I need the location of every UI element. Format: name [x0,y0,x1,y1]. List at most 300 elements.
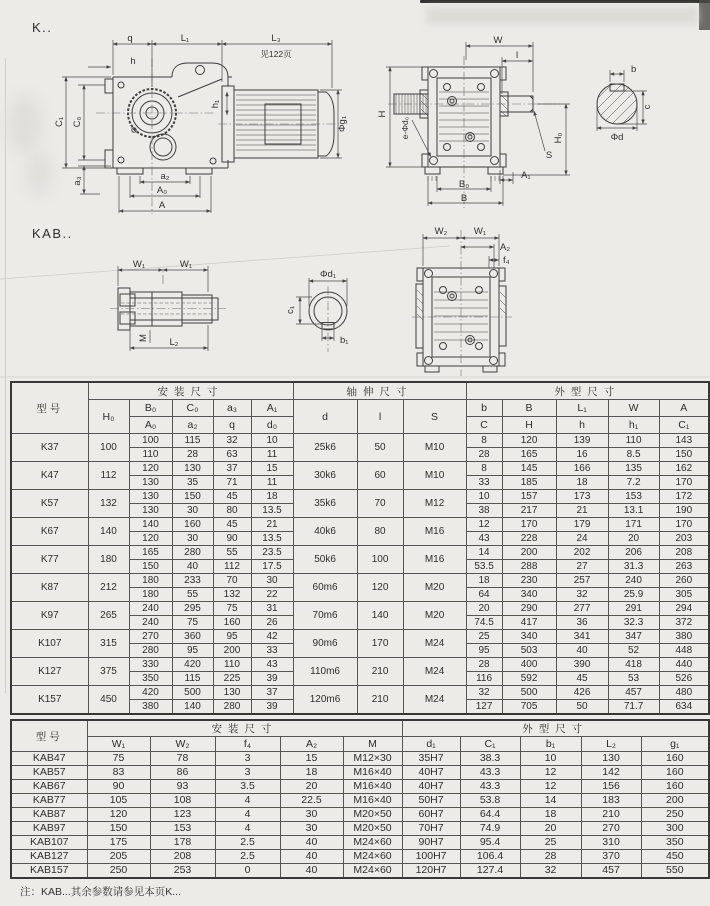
model-cell: K57 [11,490,88,518]
dim-label-a2: A₂ [500,242,511,253]
dim-value-cell: 28 [466,448,502,462]
dim-value-cell: 15 [251,462,293,476]
dim-value-cell: 202 [556,546,608,560]
dim-value-cell: 450 [641,850,709,864]
dim-value-cell: 70 [357,490,403,518]
centerlines [412,230,512,376]
column-header-h0: H₀ [88,400,129,434]
dim-value-cell: 16 [556,448,608,462]
dim-value-cell: 7.2 [608,476,659,490]
column-header-model: 型号 [11,382,88,434]
shaft-section-detail [577,64,653,143]
dim-value-cell: M12×30 [343,752,402,766]
dim-value-cell: 95 [466,644,502,658]
dim-value-cell: 139 [556,434,608,448]
dim-value-cell: 30 [280,808,343,822]
dim-value-cell: 420 [172,658,213,672]
dim-value-cell: 45 [213,490,251,504]
dim-value-cell: 95 [213,630,251,644]
dim-value-cell: 123 [150,808,215,822]
dim-value-cell: 37 [251,686,293,700]
dim-value-cell: 15 [280,752,343,766]
column-header-h1: h₁ [608,417,659,434]
column-header-w2: W₂ [150,737,215,752]
dim-value-cell: 0 [215,864,280,879]
cover-ribs [417,290,506,340]
dim-label-f4: f₄ [503,255,510,266]
dim-value-cell: 40 [280,864,343,879]
dim-value-cell: 120m6 [293,686,357,715]
table-row [11,518,709,532]
column-header-h: h [556,417,608,434]
dim-label-h1: h₁ [210,99,221,109]
dim-value-cell: 166 [556,462,608,476]
dim-label-h: H [377,110,388,118]
dim-value-cell: 310 [581,836,641,850]
group-header-outline: 外型尺寸 [402,720,709,737]
column-header-W: W [608,400,659,417]
column-header-l2: L₂ [581,737,641,752]
dim-value-cell: 150 [172,490,213,504]
dim-value-cell: 32.3 [608,616,659,630]
dim-value-cell: 550 [641,864,709,879]
dim-label-l2: L₂ [169,337,179,348]
dim-value-cell: 8.5 [608,448,659,462]
column-header-a1: A₁ [251,400,293,417]
dim-value-cell: 127.4 [460,864,520,879]
dim-value-cell: 156 [581,780,641,794]
column-header-g1: g₁ [641,737,709,752]
dim-value-cell: 153 [150,822,215,836]
dim-label-w2: W₂ [434,226,448,237]
table-row [11,574,709,588]
dim-value-cell: 21 [556,504,608,518]
dim-value-cell: 40H7 [402,766,460,780]
dim-value-cell: 95 [172,644,213,658]
drawing-lines [105,63,334,174]
dim-value-cell: 30 [251,574,293,588]
dim-value-cell: 150 [87,822,150,836]
dim-value-cell: 183 [581,794,641,808]
kab-bottom-view [110,259,226,351]
dim-value-cell: 170 [357,630,403,658]
dim-label-l: l [515,50,519,61]
dim-value-cell: 315 [88,630,129,658]
table-row [11,850,709,864]
dim-value-cell: 93 [150,780,215,794]
dim-value-cell: 53 [608,672,659,686]
dim-value-cell: 53.8 [460,794,520,808]
table-row [11,434,709,448]
dim-value-cell: 37 [213,462,251,476]
dim-value-cell: 24 [556,532,608,546]
dim-value-cell: 22 [251,588,293,602]
dim-value-cell: 90H7 [402,836,460,850]
column-header-w1: W₁ [87,737,150,752]
dim-value-cell: 43 [466,532,502,546]
dim-label-s: S [545,150,553,161]
dim-value-cell: 130 [129,490,172,504]
dim-label-w1: W₁ [473,226,487,237]
dim-label-a2: a₂ [160,171,170,182]
dim-value-cell: 203 [659,532,709,546]
dim-value-cell: 43 [251,658,293,672]
dim-value-cell: M16 [403,546,466,574]
dim-value-cell: 106.4 [460,850,520,864]
dim-value-cell: 157 [502,490,556,504]
dim-value-cell: 230 [502,574,556,588]
dim-value-cell: 25 [466,630,502,644]
column-header-b0: B₀ [129,400,172,417]
model-cell: K47 [11,462,88,490]
technical-drawings [0,0,710,378]
dim-value-cell: 120H7 [402,864,460,879]
dim-value-cell: 172 [659,490,709,504]
dim-value-cell: 14 [466,546,502,560]
dim-value-cell: M10 [403,434,466,462]
dim-value-cell: 265 [88,602,129,630]
dim-value-cell: 280 [172,546,213,560]
dim-label-e-d0: e-Φd₀ [400,116,410,140]
dim-value-cell: 160 [641,780,709,794]
model-cell: KAB67 [11,780,87,794]
dim-value-cell: 70 [213,574,251,588]
dim-value-cell: 3 [215,766,280,780]
dim-value-cell: 30 [172,504,213,518]
dim-value-cell: 295 [172,602,213,616]
model-cell: K77 [11,546,88,574]
column-header-H: H [502,417,556,434]
dim-value-cell: 210 [357,686,403,715]
dim-value-cell: 32 [520,864,581,879]
kab-dimensions-table [10,719,710,879]
dim-value-cell: 500 [172,686,213,700]
dim-value-cell: 208 [150,850,215,864]
dim-value-cell: 20 [520,822,581,836]
dim-value-cell: 30 [280,822,343,836]
column-header-a2: a₂ [172,417,213,434]
table-row [11,836,709,850]
dim-value-cell: 45 [556,672,608,686]
model-cell: KAB97 [11,822,87,836]
table-row [11,780,709,794]
table-row [11,686,709,700]
dim-label-w1b: W₁ [179,259,193,270]
dim-value-cell: 13.5 [251,532,293,546]
dim-value-cell: 75 [172,616,213,630]
dim-value-cell: 170 [659,518,709,532]
dim-value-cell: 31.3 [608,560,659,574]
column-header-a2: A₂ [280,737,343,752]
dim-value-cell: 370 [581,850,641,864]
dim-value-cell: 64 [466,588,502,602]
dim-value-cell: 78 [150,752,215,766]
dim-value-cell: 12 [520,780,581,794]
dim-value-cell: 80 [213,504,251,518]
dim-value-cell: M12 [403,490,466,518]
kab-shaft-section-detail [285,269,349,352]
table-row [11,752,709,766]
dim-value-cell: 340 [502,588,556,602]
table-row [11,490,709,504]
dim-value-cell: 140 [172,700,213,715]
dim-value-cell: 592 [502,672,556,686]
dim-value-cell: 3 [215,752,280,766]
dim-value-cell: 60 [357,462,403,490]
column-header-C1: C₁ [659,417,709,434]
dim-value-cell: 23.5 [251,546,293,560]
dim-value-cell: 372 [659,616,709,630]
dim-value-cell: 40k6 [293,518,357,546]
dim-value-cell: 35H7 [402,752,460,766]
dim-value-cell: 28 [466,658,502,672]
dim-value-cell: 294 [659,602,709,616]
dim-value-cell: 4 [215,822,280,836]
dim-value-cell: 40 [280,850,343,864]
dim-value-cell: 120 [87,808,150,822]
column-header-a0: A₀ [129,417,172,434]
dim-value-cell: M16 [403,518,466,546]
dim-value-cell: 140 [88,518,129,546]
dim-value-cell: 150 [129,560,172,574]
dim-value-cell: 11 [251,448,293,462]
dim-value-cell: 60m6 [293,574,357,602]
dim-value-cell: 180 [129,588,172,602]
k-front-view [377,35,570,208]
dim-value-cell: 426 [556,686,608,700]
dim-value-cell: 140 [357,602,403,630]
dim-label-c0: C₀ [72,116,83,128]
dim-value-cell: 36 [556,616,608,630]
column-header-s: S [403,400,466,434]
dim-value-cell: 132 [213,588,251,602]
dim-value-cell: 21 [251,518,293,532]
model-cell: K67 [11,518,88,546]
group-header-install: 安装尺寸 [87,720,402,737]
dim-value-cell: 4 [215,794,280,808]
dim-value-cell: 11 [251,476,293,490]
column-header-c0: C₀ [172,400,213,417]
dim-value-cell: 225 [213,672,251,686]
dim-value-cell: 180 [129,574,172,588]
dim-value-cell: 35k6 [293,490,357,518]
dim-value-cell: 63 [213,448,251,462]
dim-value-cell: 120 [129,462,172,476]
dim-value-cell: 33 [251,644,293,658]
dim-value-cell: 12 [520,766,581,780]
dim-value-cell: M24 [403,686,466,715]
dim-value-cell: 180 [88,546,129,574]
dim-value-cell: 112 [88,462,129,490]
dim-value-cell: 171 [608,518,659,532]
dim-value-cell: 240 [608,574,659,588]
dim-value-cell: 418 [608,658,659,672]
drawing-lines [118,288,218,330]
dim-value-cell: 130 [581,752,641,766]
dim-value-cell: 110 [213,658,251,672]
dim-value-cell: 12 [466,518,502,532]
dim-value-cell: 33 [466,476,502,490]
column-header-model: 型号 [11,720,87,752]
model-cell: K127 [11,658,88,686]
dim-value-cell: 260 [659,574,709,588]
dim-value-cell: 305 [659,588,709,602]
model-cell: K157 [11,686,88,715]
dim-value-cell: 135 [608,462,659,476]
dim-value-cell: 90 [213,532,251,546]
dim-value-cell: 503 [502,644,556,658]
dim-value-cell: 233 [172,574,213,588]
dim-value-cell: 115 [172,434,213,448]
dim-value-cell: 185 [502,476,556,490]
dim-value-cell: 200 [502,546,556,560]
column-header-d0: d₀ [251,417,293,434]
dim-label-a3: a₃ [72,176,83,186]
dim-value-cell: M24×60 [343,864,402,879]
dim-value-cell: 160 [641,766,709,780]
dim-label-b1: b₁ [340,335,349,346]
dim-value-cell: 13.5 [251,504,293,518]
dim-value-cell: 43.3 [460,780,520,794]
dim-value-cell: 20 [608,532,659,546]
dim-label-q: q [127,33,133,44]
column-header-L1: L₁ [556,400,608,417]
dimension-lines [597,70,647,131]
dim-value-cell: 75 [87,752,150,766]
shaft-circle [597,84,637,124]
dim-value-cell: 3.5 [215,780,280,794]
dim-value-cell: 350 [641,836,709,850]
dim-value-cell: 205 [87,850,150,864]
dim-value-cell: 100 [357,546,403,574]
dim-label-l3: L₃ [271,33,281,44]
dim-value-cell: 50k6 [293,546,357,574]
column-header-C: C [466,417,502,434]
dim-value-cell: 480 [659,686,709,700]
table-row [11,864,709,879]
group-header-shaft: 轴伸尺寸 [293,382,466,400]
k-series-title: K.. [32,20,53,35]
dim-value-cell: 14 [520,794,581,808]
dim-label-a0: A₀ [156,185,168,196]
dim-label-c: c [642,104,653,110]
dim-value-cell: 25.9 [608,588,659,602]
column-header-a3: a₃ [213,400,251,417]
dim-value-cell: 210 [357,658,403,686]
dim-value-cell: 457 [581,864,641,879]
column-header-B: B [502,400,556,417]
dim-value-cell: 80 [357,518,403,546]
dim-value-cell: 31 [251,602,293,616]
dim-value-cell: 250 [87,864,150,879]
dim-value-cell: 526 [659,672,709,686]
dim-value-cell: 45 [213,518,251,532]
centerlines [388,56,560,208]
dim-value-cell: 74.5 [466,616,502,630]
dim-value-cell: 253 [150,864,215,879]
dim-value-cell: 25 [520,836,581,850]
table-row [11,794,709,808]
dim-value-cell: 457 [608,686,659,700]
dim-value-cell: 217 [502,504,556,518]
model-cell: K87 [11,574,88,602]
dim-value-cell: 95.4 [460,836,520,850]
dim-value-cell: 64.4 [460,808,520,822]
dimension-lines [296,278,347,341]
table-row [11,630,709,644]
model-cell: K37 [11,434,88,462]
dim-value-cell: 25k6 [293,434,357,462]
dim-value-cell: 634 [659,700,709,715]
dim-label-h0: H₀ [553,132,564,144]
dim-value-cell: 32 [556,588,608,602]
column-header-q: q [213,417,251,434]
dim-value-cell: 277 [556,602,608,616]
dim-value-cell: 27 [556,560,608,574]
dim-value-cell: 70m6 [293,602,357,630]
dim-value-cell: 32 [466,686,502,700]
dim-value-cell: 160 [213,616,251,630]
dim-value-cell: 38 [466,504,502,518]
dim-value-cell: 38.3 [460,752,520,766]
dim-value-cell: 175 [87,836,150,850]
k-dimensions-table [10,381,710,715]
dim-value-cell: M24×60 [343,836,402,850]
dim-value-cell: 120 [129,532,172,546]
dim-value-cell: 10 [466,490,502,504]
kab-series-title: KAB.. [32,226,73,241]
column-header-d: d [293,400,357,434]
model-cell: KAB107 [11,836,87,850]
dim-label-l1: L₁ [180,33,190,44]
dim-value-cell: 210 [581,808,641,822]
group-header-outline: 外型尺寸 [466,382,709,400]
model-cell: KAB77 [11,794,87,808]
footnote: 注：KAB...其余参数请参见本页K... [20,886,182,898]
dim-value-cell: 50 [556,700,608,715]
dim-value-cell: 18 [280,766,343,780]
dim-value-cell: 115 [172,672,213,686]
dim-value-cell: 263 [659,560,709,574]
dim-label-m: M [138,334,149,342]
see-page-note: 见122页 [260,49,292,59]
dim-value-cell: 440 [659,658,709,672]
dim-value-cell: 390 [556,658,608,672]
dim-value-cell: 705 [502,700,556,715]
dim-value-cell: 341 [556,630,608,644]
drawing-lines [394,67,533,174]
dim-value-cell: 212 [88,574,129,602]
dim-value-cell: 190 [659,504,709,518]
dim-value-cell: M20×50 [343,808,402,822]
motor-fins [236,95,316,150]
dim-value-cell: 150 [659,448,709,462]
dim-value-cell: 50H7 [402,794,460,808]
dim-value-cell: 100 [129,434,172,448]
dim-value-cell: 250 [641,808,709,822]
dim-label-h: h [130,56,136,67]
dim-value-cell: 280 [129,644,172,658]
dim-value-cell: M10 [403,462,466,490]
table-row [11,658,709,672]
dim-value-cell: 142 [581,766,641,780]
dim-value-cell: 4 [215,808,280,822]
dim-value-cell: 18 [520,808,581,822]
dim-value-cell: 100H7 [402,850,460,864]
dim-value-cell: 280 [213,700,251,715]
column-header-d1: d₁ [402,737,460,752]
dim-value-cell: 75 [213,602,251,616]
